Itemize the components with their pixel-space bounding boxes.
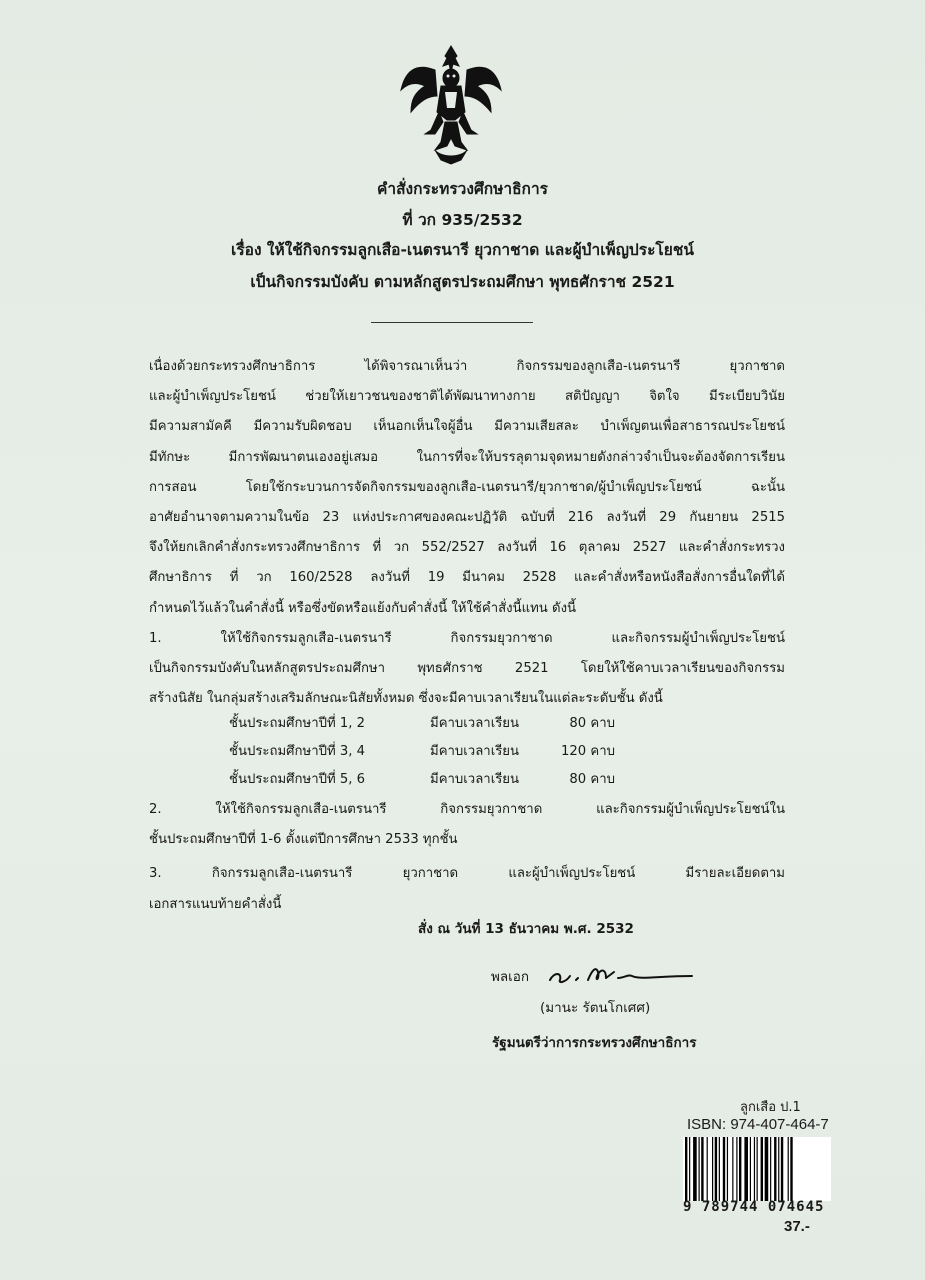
- body-line: และผู้บำเพ็ญประโยชน์ ช่วยให้เยาวชนของชาติได้พัฒนาทางกาย สติปัญญา จิตใจ มีระเบียบวินัย: [149, 389, 785, 405]
- signer-title: รัฐมนตรีว่าการกระทรวงศึกษาธิการ: [492, 1035, 697, 1051]
- body-line: กำหนดไว้แล้วในคำสั่งนี้ หรือซึ่งขัดหรือแย้งกับคำสั่งนี้ ให้ใช้คำสั่งนี้แทน ดังนี้: [149, 600, 577, 616]
- grade-period-label: มีคาบเวลาเรียน: [430, 772, 520, 787]
- barcode-bar: [790, 1137, 792, 1201]
- barcode-bar: [739, 1137, 741, 1201]
- grade-hours: 80 คาบ: [569, 716, 615, 731]
- body-line: เนื่องด้วยกระทรวงศึกษาธิการ ได้พิจารณาเห็นว่า กิจกรรมของลูกเสือ-เนตรนารี ยุวกาชาด: [149, 359, 785, 374]
- body-line: อาศัยอำนาจตามความในข้อ 23 แห่งประกาศของคณะปฏิวัติ ฉบับที่ 216 ลงวันที่ 29 กันยายน 2515: [149, 509, 785, 525]
- barcode-bar: [765, 1137, 769, 1201]
- body-line: เอกสารแนบท้ายคำสั่งนี้: [149, 896, 282, 912]
- body-line: 1. ให้ใช้กิจกรรมลูกเสือ-เนตรนารี กิจกรรมยุวกาชาด และกิจกรรมผู้บำเพ็ญประโยชน์: [149, 630, 785, 646]
- barcode-bar: [715, 1137, 717, 1201]
- barcode-bar: [774, 1137, 776, 1201]
- body-line: สร้างนิสัย ในกลุ่มสร้างเสริมลักษณะนิสัยทั้งหมด ซึ่งจะมีคาบเวลาเรียนในแต่ละระดับชั้น ดังนี้: [149, 691, 663, 707]
- sign-date: สั่ง ณ วันที่ 13 ธันวาคม พ.ศ. 2532: [418, 921, 634, 937]
- divider: [371, 322, 533, 323]
- barcode-bar: [750, 1137, 751, 1201]
- barcode-bar: [723, 1137, 725, 1201]
- barcode-bar: [757, 1137, 758, 1201]
- body-line: ศึกษาธิการ ที่ วก 160/2528 ลงวันที่ 19 มีนาคม 2528 และคำสั่งหรือหนังสือสั่งการอื่นใดที่ได้: [149, 570, 785, 586]
- barcode-bar: [754, 1137, 755, 1201]
- barcode-bar: [707, 1137, 708, 1201]
- grade-period-label: มีคาบเวลาเรียน: [430, 716, 520, 731]
- signer-name: (มานะ รัตนโกเศศ): [540, 1000, 651, 1016]
- isbn-text: ISBN: 974-407-464-7: [687, 1116, 829, 1133]
- order-number: ที่ วก 935/2532: [402, 211, 523, 229]
- grade-hours: 80 คาบ: [569, 772, 615, 787]
- body-line: ชั้นประถมศึกษาปีที่ 1-6 ตั้งแต่ปีการศึกษา 2533 ทุกชั้น: [149, 832, 458, 848]
- order-body-2: [149, 795, 785, 920]
- book-label: ลูกเสือ ป.1: [740, 1100, 801, 1115]
- order-subject: เรื่อง ให้ใช้กิจกรรมลูกเสือ-เนตรนารี ยุวกาชาด และผู้บำเพ็ญประโยชน์: [231, 241, 694, 259]
- barcode-bar: [727, 1137, 728, 1201]
- grade-period-label: มีคาบเวลาเรียน: [430, 744, 520, 759]
- body-line: 3. กิจกรรมลูกเสือ-เนตรนารี ยุวกาชาด และผู้บำเพ็ญประโยชน์ มีรายละเอียดตาม: [149, 866, 785, 882]
- barcode-bar: [693, 1137, 697, 1201]
- grade-hours: 120 คาบ: [561, 744, 615, 759]
- garuda-emblem-icon: [395, 42, 507, 166]
- order-body: [149, 352, 785, 714]
- barcode-number: 9 789744 074645: [683, 1199, 825, 1215]
- barcode-bar: [719, 1137, 720, 1201]
- body-line: จึงให้ยกเลิกคำสั่งกระทรวงศึกษาธิการ ที่ วก 552/2527 ลงวันที่ 16 ตุลาคม 2527 และคำสั่งกระทรวง: [149, 540, 785, 556]
- order-subject-cont: เป็นกิจกรรมบังคับ ตามหลักสูตรประถมศึกษา พุทธศักราช 2521: [250, 273, 675, 291]
- barcode-bar: [778, 1137, 779, 1201]
- signer-rank: พลเอก: [491, 969, 530, 985]
- barcode-bar: [736, 1137, 737, 1201]
- order-title: คำสั่งกระทรวงศึกษาธิการ: [377, 180, 548, 198]
- grade-label: ชั้นประถมศึกษาปีที่ 1, 2: [229, 716, 366, 731]
- barcode-bar: [770, 1137, 771, 1201]
- barcode-bar: [781, 1137, 783, 1201]
- barcode: [683, 1137, 831, 1201]
- body-line: มีความสามัคคี มีความรับผิดชอบ เห็นอกเห็นใจผู้อื่น มีความเสียสละ บำเพ็ญตนเพื่อสาธารณประโยชน์: [149, 419, 785, 435]
- price: 37.-: [784, 1218, 810, 1235]
- body-line: 2. ให้ใช้กิจกรรมลูกเสือ-เนตรนารี กิจกรรมยุวกาชาด และกิจกรรมผู้บำเพ็ญประโยชน์ใน: [149, 802, 785, 817]
- barcode-bar: [699, 1137, 700, 1201]
- barcode-bar: [761, 1137, 763, 1201]
- barcode-bar: [788, 1137, 789, 1201]
- body-line: เป็นกิจกรรมบังคับในหลักสูตรประถมศึกษา พุทธศักราช 2521 โดยให้ใช้คาบเวลาเรียนของกิจกรรม: [149, 660, 785, 676]
- barcode-bar: [685, 1137, 687, 1201]
- handwritten-signature: [548, 958, 694, 988]
- barcode-bar: [701, 1137, 703, 1201]
- barcode-bar: [744, 1137, 748, 1201]
- grade-label: ชั้นประถมศึกษาปีที่ 5, 6: [229, 772, 366, 787]
- barcode-bar: [712, 1137, 713, 1201]
- grade-label: ชั้นประถมศึกษาปีที่ 3, 4: [229, 744, 366, 759]
- body-line: การสอน โดยใช้กระบวนการจัดกิจกรรมของลูกเสือ-เนตรนารี/ยุวกาชาด/ผู้บำเพ็ญประโยชน์ ฉะนั้น: [149, 479, 785, 495]
- body-line: มีทักษะ มีการพัฒนาตนเองอยู่เสมอ ในการที่จะให้บรรลุตามจุดหมายดังกล่าวจำเป็นจะต้องจัดการเรียน: [149, 449, 785, 465]
- barcode-bar: [689, 1137, 690, 1201]
- barcode-bar: [732, 1137, 733, 1201]
